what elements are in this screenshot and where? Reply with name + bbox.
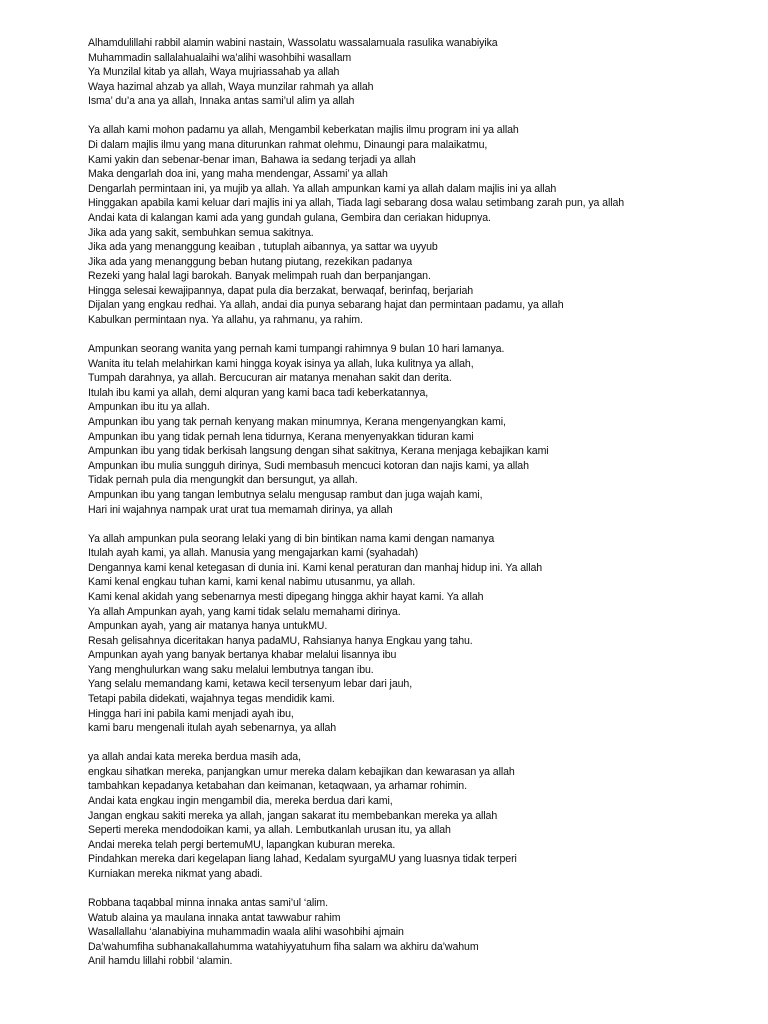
paragraph: [88, 896, 748, 969]
text-line: Ya Munzilal kitab ya allah, Waya mujriassahab ya allah: [88, 66, 340, 79]
text-line: Wasallallahu ‘alanabiyina muhammadin waala alihi wasohbihi ajmain: [88, 926, 404, 939]
text-line: Di dalam majlis ilmu yang mana diturunkan rahmat olehmu, Dinaungi para malaikatmu,: [88, 139, 488, 152]
text-line: Ampunkan ibu mulia sungguh dirinya, Sudi membasuh mencuci kotoran dan najis kami, ya allah: [88, 459, 529, 472]
text-line: Hingga hari ini pabila kami menjadi ayah ibu,: [88, 707, 294, 720]
text-line: Kami yakin dan sebenar-benar iman, Bahawa ia sedang terjadi ya allah: [88, 153, 416, 166]
text-line: Itulah ayah kami, ya allah. Manusia yang mengajarkan kami (syahadah): [88, 547, 419, 560]
text-line: kami baru mengenali itulah ayah sebenarnya, ya allah: [88, 722, 337, 735]
text-line: Robbana taqabbal minna innaka antas sami’ul ‘alim.: [88, 897, 328, 910]
text-line: Andai kata engkau ingin mengambil dia, mereka berdua dari kami,: [88, 795, 393, 808]
text-line: Kabulkan permintaan nya. Ya allahu, ya rahmanu, ya rahim.: [88, 313, 363, 326]
text-line: Dengarlah permintaan ini, ya mujib ya allah. Ya allah ampunkan kami ya allah dalam majlis ini ya allah: [88, 182, 557, 195]
text-line: Watub alaina ya maulana innaka antat tawwabur rahim: [88, 911, 341, 924]
text-line: Ampunkan ibu yang tangan lembutnya selalu mengusap rambut dan juga wajah kami,: [88, 488, 483, 501]
paragraph: [88, 750, 748, 881]
text-line: Kami kenal akidah yang sebenarnya mesti dipegang hingga akhir hayat kami. Ya allah: [88, 590, 484, 603]
text-line: Ampunkan ayah yang banyak bertanya khabar melalui lisannya ibu: [88, 649, 397, 662]
text-line: Tetapi pabila didekati, wajahnya tegas mendidik kami.: [88, 693, 335, 706]
text-line: Hingga selesai kewajipannya, dapat pula dia berzakat, berwaqaf, berinfaq, berjariah: [88, 284, 474, 297]
paragraph: [88, 36, 748, 109]
text-line: Pindahkan mereka dari kegelapan liang lahad, Kedalam syurgaMU yang luasnya tidak terperi: [88, 853, 517, 866]
text-line: Ya allah Ampunkan ayah, yang kami tidak selalu memahami dirinya.: [88, 605, 401, 618]
prayer-text: [88, 36, 748, 969]
text-line: Alhamdulillahi rabbil alamin wabini nastain, Wassolatu wassalamuala rasulika wanabiyika: [88, 37, 498, 49]
text-line: Wanita itu telah melahirkan kami hingga koyak isinya ya allah, luka kulitnya ya allah,: [88, 357, 474, 370]
text-line: Isma’ du’a ana ya allah, Innaka antas sami’ul alim ya allah: [88, 95, 355, 108]
text-line: Itulah ibu kami ya allah, demi alquran yang kami baca tadi keberkatannya,: [88, 386, 429, 399]
text-line: Hinggakan apabila kami keluar dari majlis ini ya allah, Tiada lagi sebarang dosa walau setimbang zarah pun, ya allah: [88, 197, 625, 210]
text-line: Maka dengarlah doa ini, yang maha mendengar, Assami’ ya allah: [88, 168, 388, 181]
text-line: Jika ada yang menanggung keaiban , tutuplah aibannya, ya sattar wa uyyub: [88, 241, 438, 254]
text-line: Dengannya kami kenal ketegasan di dunia ini. Kami kenal peraturan dan manhaj hidup ini. Ya allah: [88, 561, 543, 574]
text-line: Anil hamdu lillahi robbil ‘alamin.: [88, 955, 233, 968]
text-line: Ampunkan ayah, yang air matanya hanya untukMU.: [88, 620, 328, 633]
text-line: Kurniakan mereka nikmat yang abadi.: [88, 867, 263, 880]
paragraph: [88, 342, 748, 517]
text-line: tambahkan kepadanya ketabahan dan keimanan, ketaqwaan, ya arhamar rohimin.: [88, 780, 467, 793]
text-line: Jangan engkau sakiti mereka ya allah, jangan sakarat itu membebankan mereka ya allah: [88, 809, 498, 822]
text-line: ya allah andai kata mereka berdua masih ada,: [88, 751, 301, 764]
text-line: Hari ini wajahnya nampak urat urat tua memamah dirinya, ya allah: [88, 503, 393, 516]
text-line: engkau sihatkan mereka, panjangkan umur mereka dalam kebajikan dan kewarasan ya allah: [88, 765, 515, 778]
text-line: Kami kenal engkau tuhan kami, kami kenal nabimu utusanmu, ya allah.: [88, 576, 416, 589]
text-line: Ya allah kami mohon padamu ya allah, Mengambil keberkatan majlis ilmu program ini ya allah: [88, 124, 519, 137]
text-line: Andai kata di kalangan kami ada yang gundah gulana, Gembira dan ceriakan hidupnya.: [88, 211, 491, 224]
text-line: Ampunkan ibu yang tak pernah kenyang makan minumnya, Kerana mengenyangkan kami,: [88, 416, 506, 429]
text-line: Dijalan yang engkau redhai. Ya allah, andai dia punya sebarang hajat dan permintaan padamu, ya allah: [88, 299, 564, 312]
text-line: Resah gelisahnya diceritakan hanya padaMU, Rahsianya hanya Engkau yang tahu.: [88, 634, 473, 647]
text-line: Ampunkan ibu itu ya allah.: [88, 401, 210, 414]
text-line: Yang menghulurkan wang saku melalui lembutnya tangan ibu.: [88, 663, 374, 676]
text-line: Jika ada yang sakit, sembuhkan semua sakitnya.: [88, 226, 314, 239]
text-line: Tidak pernah pula dia mengungkit dan bersungut, ya allah.: [88, 474, 358, 487]
text-line: Ya allah ampunkan pula seorang lelaki yang di bin bintikan nama kami dengan namanya: [88, 532, 495, 545]
text-line: Ampunkan seorang wanita yang pernah kami tumpangi rahimnya 9 bulan 10 hari lamanya.: [88, 343, 505, 356]
text-line: Tumpah darahnya, ya allah. Bercucuran air matanya menahan sakit dan derita.: [88, 372, 452, 385]
text-line: Ampunkan ibu yang tidak pernah lena tidurnya, Kerana menyenyakkan tiduran kami: [88, 430, 474, 443]
text-line: Rezeki yang halal lagi barokah. Banyak melimpah ruah dan berpanjangan.: [88, 270, 431, 283]
paragraph: [88, 123, 748, 327]
text-line: Yang selalu memandang kami, ketawa kecil tersenyum lebar dari jauh,: [88, 678, 413, 691]
text-line: Jika ada yang menanggung beban hutang piutang, rezekikan padanya: [88, 255, 413, 268]
text-line: Muhammadin sallalahualaihi wa’alihi wasohbihi wasallam: [88, 51, 352, 64]
text-line: Ampunkan ibu yang tidak berkisah langsung dengan sihat sakitnya, Kerana menjaga kebajikan kami: [88, 445, 549, 458]
text-line: Andai mereka telah pergi bertemuMU, lapangkan kuburan mereka.: [88, 838, 396, 851]
text-line: Seperti mereka mendodoikan kami, ya allah. Lembutkanlah urusan itu, ya allah: [88, 824, 451, 837]
paragraph: [88, 532, 748, 736]
text-line: Da’wahumfiha subhanakallahumma watahiyyatuhum fiha salam wa akhiru da’wahum: [88, 940, 479, 953]
text-line: Waya hazimal ahzab ya allah, Waya munzilar rahmah ya allah: [88, 80, 374, 93]
